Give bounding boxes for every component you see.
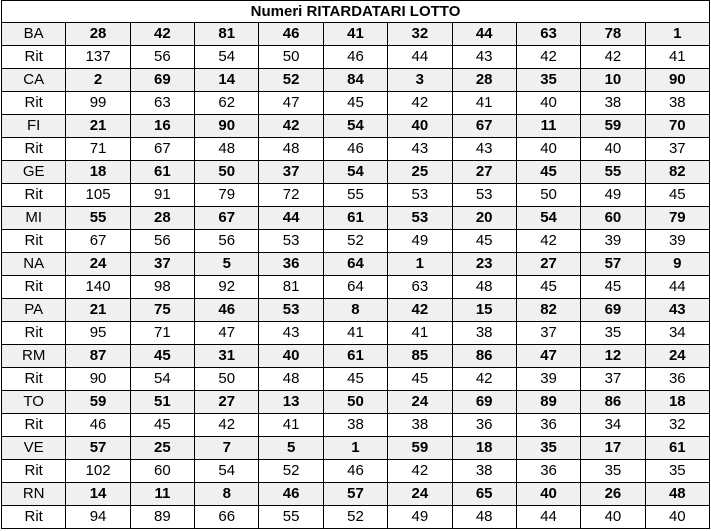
late-number-cell: 64 (323, 253, 387, 276)
late-number-cell: 82 (516, 299, 580, 322)
delay-count-cell: 42 (452, 368, 516, 391)
delay-count-cell: 53 (259, 230, 323, 253)
late-number-cell: 28 (452, 69, 516, 92)
delay-count-cell: 94 (66, 506, 130, 529)
late-number-cell: 90 (645, 69, 709, 92)
late-number-cell: 53 (259, 299, 323, 322)
table-title: Numeri RITARDATARI LOTTO (2, 1, 710, 23)
delay-count-cell: 89 (130, 506, 194, 529)
late-number-cell: 67 (452, 115, 516, 138)
delay-count-cell: 63 (130, 92, 194, 115)
delay-count-cell: 54 (130, 368, 194, 391)
delay-count-cell: 48 (259, 138, 323, 161)
delay-count-cell: 37 (516, 322, 580, 345)
late-number-cell: 28 (66, 23, 130, 46)
delay-count-cell: 36 (516, 460, 580, 483)
delay-count-cell: 105 (66, 184, 130, 207)
wheel-rit-row (2, 92, 710, 115)
late-number-cell: 82 (645, 161, 709, 184)
wheel-numbers-row (2, 345, 710, 368)
delay-count-cell: 43 (259, 322, 323, 345)
delay-count-cell: 48 (452, 276, 516, 299)
delay-count-cell: 43 (388, 138, 452, 161)
delay-count-cell: 42 (195, 414, 259, 437)
delay-count-cell: 42 (516, 230, 580, 253)
late-number-cell: 79 (645, 207, 709, 230)
ritardatari-table (1, 0, 710, 529)
late-number-cell: 18 (452, 437, 516, 460)
delay-count-cell: 45 (130, 414, 194, 437)
delay-count-cell: 32 (645, 414, 709, 437)
late-number-cell: 37 (130, 253, 194, 276)
late-number-cell: 60 (581, 207, 645, 230)
delay-count-cell: 72 (259, 184, 323, 207)
late-number-cell: 9 (645, 253, 709, 276)
late-number-cell: 44 (259, 207, 323, 230)
late-number-cell: 1 (645, 23, 709, 46)
title-row (2, 1, 710, 23)
late-number-cell: 45 (130, 345, 194, 368)
delay-count-cell: 41 (452, 92, 516, 115)
late-number-cell: 15 (452, 299, 516, 322)
delay-count-cell: 45 (452, 230, 516, 253)
wheel-name: VE (2, 437, 66, 460)
late-number-cell: 43 (645, 299, 709, 322)
late-number-cell: 46 (259, 483, 323, 506)
rit-label: Rit (2, 92, 66, 115)
wheel-name: PA (2, 299, 66, 322)
late-number-cell: 21 (66, 299, 130, 322)
delay-count-cell: 95 (66, 322, 130, 345)
wheel-rit-row (2, 276, 710, 299)
delay-count-cell: 39 (645, 230, 709, 253)
wheel-rit-row (2, 322, 710, 345)
delay-count-cell: 49 (388, 506, 452, 529)
wheel-name: RM (2, 345, 66, 368)
late-number-cell: 26 (581, 483, 645, 506)
delay-count-cell: 38 (452, 460, 516, 483)
delay-count-cell: 62 (195, 92, 259, 115)
wheel-name: RN (2, 483, 66, 506)
late-number-cell: 84 (323, 69, 387, 92)
late-number-cell: 54 (516, 207, 580, 230)
delay-count-cell: 56 (195, 230, 259, 253)
late-number-cell: 47 (516, 345, 580, 368)
wheel-rit-row (2, 414, 710, 437)
late-number-cell: 46 (195, 299, 259, 322)
late-number-cell: 27 (516, 253, 580, 276)
delay-count-cell: 37 (645, 138, 709, 161)
delay-count-cell: 45 (323, 92, 387, 115)
delay-count-cell: 44 (645, 276, 709, 299)
late-number-cell: 18 (645, 391, 709, 414)
late-number-cell: 36 (259, 253, 323, 276)
wheel-numbers-row (2, 299, 710, 322)
late-number-cell: 85 (388, 345, 452, 368)
delay-count-cell: 38 (452, 322, 516, 345)
delay-count-cell: 81 (259, 276, 323, 299)
delay-count-cell: 52 (259, 460, 323, 483)
late-number-cell: 24 (66, 253, 130, 276)
delay-count-cell: 34 (645, 322, 709, 345)
late-number-cell: 54 (323, 161, 387, 184)
late-number-cell: 24 (388, 483, 452, 506)
delay-count-cell: 41 (259, 414, 323, 437)
late-number-cell: 1 (388, 253, 452, 276)
late-number-cell: 27 (195, 391, 259, 414)
wheel-rit-row (2, 46, 710, 69)
wheel-name: TO (2, 391, 66, 414)
delay-count-cell: 45 (581, 276, 645, 299)
rit-label: Rit (2, 506, 66, 529)
late-number-cell: 35 (516, 437, 580, 460)
late-number-cell: 61 (323, 207, 387, 230)
delay-count-cell: 41 (645, 46, 709, 69)
delay-count-cell: 46 (323, 460, 387, 483)
delay-count-cell: 37 (581, 368, 645, 391)
late-number-cell: 40 (259, 345, 323, 368)
delay-count-cell: 90 (66, 368, 130, 391)
wheel-numbers-row (2, 161, 710, 184)
delay-count-cell: 52 (323, 506, 387, 529)
delay-count-cell: 52 (323, 230, 387, 253)
late-number-cell: 27 (452, 161, 516, 184)
late-number-cell: 81 (195, 23, 259, 46)
delay-count-cell: 47 (259, 92, 323, 115)
late-number-cell: 41 (323, 23, 387, 46)
delay-count-cell: 35 (581, 322, 645, 345)
late-number-cell: 14 (66, 483, 130, 506)
wheel-name: FI (2, 115, 66, 138)
late-number-cell: 45 (516, 161, 580, 184)
delay-count-cell: 38 (645, 92, 709, 115)
delay-count-cell: 39 (516, 368, 580, 391)
wheel-numbers-row (2, 437, 710, 460)
delay-count-cell: 92 (195, 276, 259, 299)
delay-count-cell: 53 (452, 184, 516, 207)
wheel-rit-row (2, 184, 710, 207)
late-number-cell: 86 (581, 391, 645, 414)
delay-count-cell: 44 (388, 46, 452, 69)
wheel-numbers-row (2, 23, 710, 46)
delay-count-cell: 55 (323, 184, 387, 207)
delay-count-cell: 35 (645, 460, 709, 483)
late-number-cell: 10 (581, 69, 645, 92)
late-number-cell: 7 (195, 437, 259, 460)
wheel-rit-row (2, 230, 710, 253)
late-number-cell: 13 (259, 391, 323, 414)
delay-count-cell: 36 (452, 414, 516, 437)
wheel-numbers-row (2, 483, 710, 506)
delay-count-cell: 49 (581, 184, 645, 207)
delay-count-cell: 50 (516, 184, 580, 207)
delay-count-cell: 46 (323, 138, 387, 161)
delay-count-cell: 46 (66, 414, 130, 437)
rit-label: Rit (2, 46, 66, 69)
late-number-cell: 70 (645, 115, 709, 138)
delay-count-cell: 67 (130, 138, 194, 161)
late-number-cell: 1 (323, 437, 387, 460)
late-number-cell: 50 (195, 161, 259, 184)
delay-count-cell: 48 (195, 138, 259, 161)
delay-count-cell: 40 (516, 138, 580, 161)
delay-count-cell: 60 (130, 460, 194, 483)
late-number-cell: 24 (388, 391, 452, 414)
delay-count-cell: 36 (516, 414, 580, 437)
delay-count-cell: 50 (195, 368, 259, 391)
wheel-name: NA (2, 253, 66, 276)
late-number-cell: 59 (388, 437, 452, 460)
delay-count-cell: 71 (130, 322, 194, 345)
delay-count-cell: 99 (66, 92, 130, 115)
delay-count-cell: 140 (66, 276, 130, 299)
delay-count-cell: 40 (645, 506, 709, 529)
delay-count-cell: 53 (388, 184, 452, 207)
delay-count-cell: 79 (195, 184, 259, 207)
delay-count-cell: 48 (259, 368, 323, 391)
delay-count-cell: 42 (581, 46, 645, 69)
wheel-rit-row (2, 368, 710, 391)
wheel-name: MI (2, 207, 66, 230)
late-number-cell: 44 (452, 23, 516, 46)
late-number-cell: 75 (130, 299, 194, 322)
late-number-cell: 57 (581, 253, 645, 276)
late-number-cell: 59 (581, 115, 645, 138)
late-number-cell: 42 (388, 299, 452, 322)
delay-count-cell: 56 (130, 230, 194, 253)
delay-count-cell: 66 (195, 506, 259, 529)
delay-count-cell: 35 (581, 460, 645, 483)
late-number-cell: 87 (66, 345, 130, 368)
wheel-numbers-row (2, 115, 710, 138)
delay-count-cell: 44 (516, 506, 580, 529)
delay-count-cell: 40 (581, 138, 645, 161)
late-number-cell: 3 (388, 69, 452, 92)
late-number-cell: 57 (66, 437, 130, 460)
delay-count-cell: 34 (581, 414, 645, 437)
delay-count-cell: 38 (581, 92, 645, 115)
wheel-rit-row (2, 460, 710, 483)
wheel-name: BA (2, 23, 66, 46)
late-number-cell: 42 (130, 23, 194, 46)
delay-count-cell: 63 (388, 276, 452, 299)
late-number-cell: 11 (130, 483, 194, 506)
table-body (2, 23, 710, 529)
delay-count-cell: 41 (323, 322, 387, 345)
rit-label: Rit (2, 138, 66, 161)
late-number-cell: 16 (130, 115, 194, 138)
late-number-cell: 55 (581, 161, 645, 184)
delay-count-cell: 36 (645, 368, 709, 391)
late-number-cell: 57 (323, 483, 387, 506)
wheel-name: GE (2, 161, 66, 184)
late-number-cell: 2 (66, 69, 130, 92)
late-number-cell: 5 (259, 437, 323, 460)
late-number-cell: 54 (323, 115, 387, 138)
late-number-cell: 69 (130, 69, 194, 92)
delay-count-cell: 49 (388, 230, 452, 253)
delay-count-cell: 43 (452, 46, 516, 69)
late-number-cell: 89 (516, 391, 580, 414)
late-number-cell: 61 (130, 161, 194, 184)
delay-count-cell: 102 (66, 460, 130, 483)
late-number-cell: 25 (388, 161, 452, 184)
delay-count-cell: 40 (516, 92, 580, 115)
late-number-cell: 61 (645, 437, 709, 460)
delay-count-cell: 46 (323, 46, 387, 69)
delay-count-cell: 40 (581, 506, 645, 529)
wheel-rit-row (2, 506, 710, 529)
delay-count-cell: 41 (388, 322, 452, 345)
wheel-numbers-row (2, 69, 710, 92)
delay-count-cell: 55 (259, 506, 323, 529)
late-number-cell: 23 (452, 253, 516, 276)
late-number-cell: 46 (259, 23, 323, 46)
delay-count-cell: 45 (516, 276, 580, 299)
delay-count-cell: 43 (452, 138, 516, 161)
rit-label: Rit (2, 184, 66, 207)
delay-count-cell: 137 (66, 46, 130, 69)
late-number-cell: 25 (130, 437, 194, 460)
late-number-cell: 63 (516, 23, 580, 46)
wheel-rit-row (2, 138, 710, 161)
delay-count-cell: 71 (66, 138, 130, 161)
wheel-name: CA (2, 69, 66, 92)
rit-label: Rit (2, 230, 66, 253)
late-number-cell: 32 (388, 23, 452, 46)
late-number-cell: 31 (195, 345, 259, 368)
late-number-cell: 69 (581, 299, 645, 322)
delay-count-cell: 64 (323, 276, 387, 299)
delay-count-cell: 56 (130, 46, 194, 69)
late-number-cell: 55 (66, 207, 130, 230)
rit-label: Rit (2, 368, 66, 391)
late-number-cell: 59 (66, 391, 130, 414)
late-number-cell: 50 (323, 391, 387, 414)
late-number-cell: 67 (195, 207, 259, 230)
late-number-cell: 78 (581, 23, 645, 46)
late-number-cell: 8 (323, 299, 387, 322)
late-number-cell: 42 (259, 115, 323, 138)
late-number-cell: 65 (452, 483, 516, 506)
late-number-cell: 14 (195, 69, 259, 92)
delay-count-cell: 45 (323, 368, 387, 391)
late-number-cell: 28 (130, 207, 194, 230)
late-number-cell: 52 (259, 69, 323, 92)
late-number-cell: 8 (195, 483, 259, 506)
delay-count-cell: 54 (195, 46, 259, 69)
late-number-cell: 20 (452, 207, 516, 230)
delay-count-cell: 67 (66, 230, 130, 253)
rit-label: Rit (2, 460, 66, 483)
delay-count-cell: 91 (130, 184, 194, 207)
late-number-cell: 18 (66, 161, 130, 184)
delay-count-cell: 42 (516, 46, 580, 69)
rit-label: Rit (2, 322, 66, 345)
late-number-cell: 11 (516, 115, 580, 138)
late-number-cell: 37 (259, 161, 323, 184)
late-number-cell: 61 (323, 345, 387, 368)
delay-count-cell: 98 (130, 276, 194, 299)
late-number-cell: 86 (452, 345, 516, 368)
delay-count-cell: 42 (388, 92, 452, 115)
delay-count-cell: 45 (645, 184, 709, 207)
late-number-cell: 12 (581, 345, 645, 368)
delay-count-cell: 48 (452, 506, 516, 529)
delay-count-cell: 42 (388, 460, 452, 483)
delay-count-cell: 38 (323, 414, 387, 437)
late-number-cell: 53 (388, 207, 452, 230)
late-number-cell: 17 (581, 437, 645, 460)
late-number-cell: 35 (516, 69, 580, 92)
rit-label: Rit (2, 414, 66, 437)
late-number-cell: 48 (645, 483, 709, 506)
delay-count-cell: 45 (388, 368, 452, 391)
late-number-cell: 24 (645, 345, 709, 368)
late-number-cell: 40 (516, 483, 580, 506)
late-number-cell: 21 (66, 115, 130, 138)
late-number-cell: 69 (452, 391, 516, 414)
late-number-cell: 5 (195, 253, 259, 276)
wheel-numbers-row (2, 207, 710, 230)
late-number-cell: 90 (195, 115, 259, 138)
rit-label: Rit (2, 276, 66, 299)
late-number-cell: 40 (388, 115, 452, 138)
delay-count-cell: 54 (195, 460, 259, 483)
delay-count-cell: 39 (581, 230, 645, 253)
delay-count-cell: 47 (195, 322, 259, 345)
late-number-cell: 51 (130, 391, 194, 414)
wheel-numbers-row (2, 253, 710, 276)
delay-count-cell: 50 (259, 46, 323, 69)
wheel-numbers-row (2, 391, 710, 414)
delay-count-cell: 38 (388, 414, 452, 437)
